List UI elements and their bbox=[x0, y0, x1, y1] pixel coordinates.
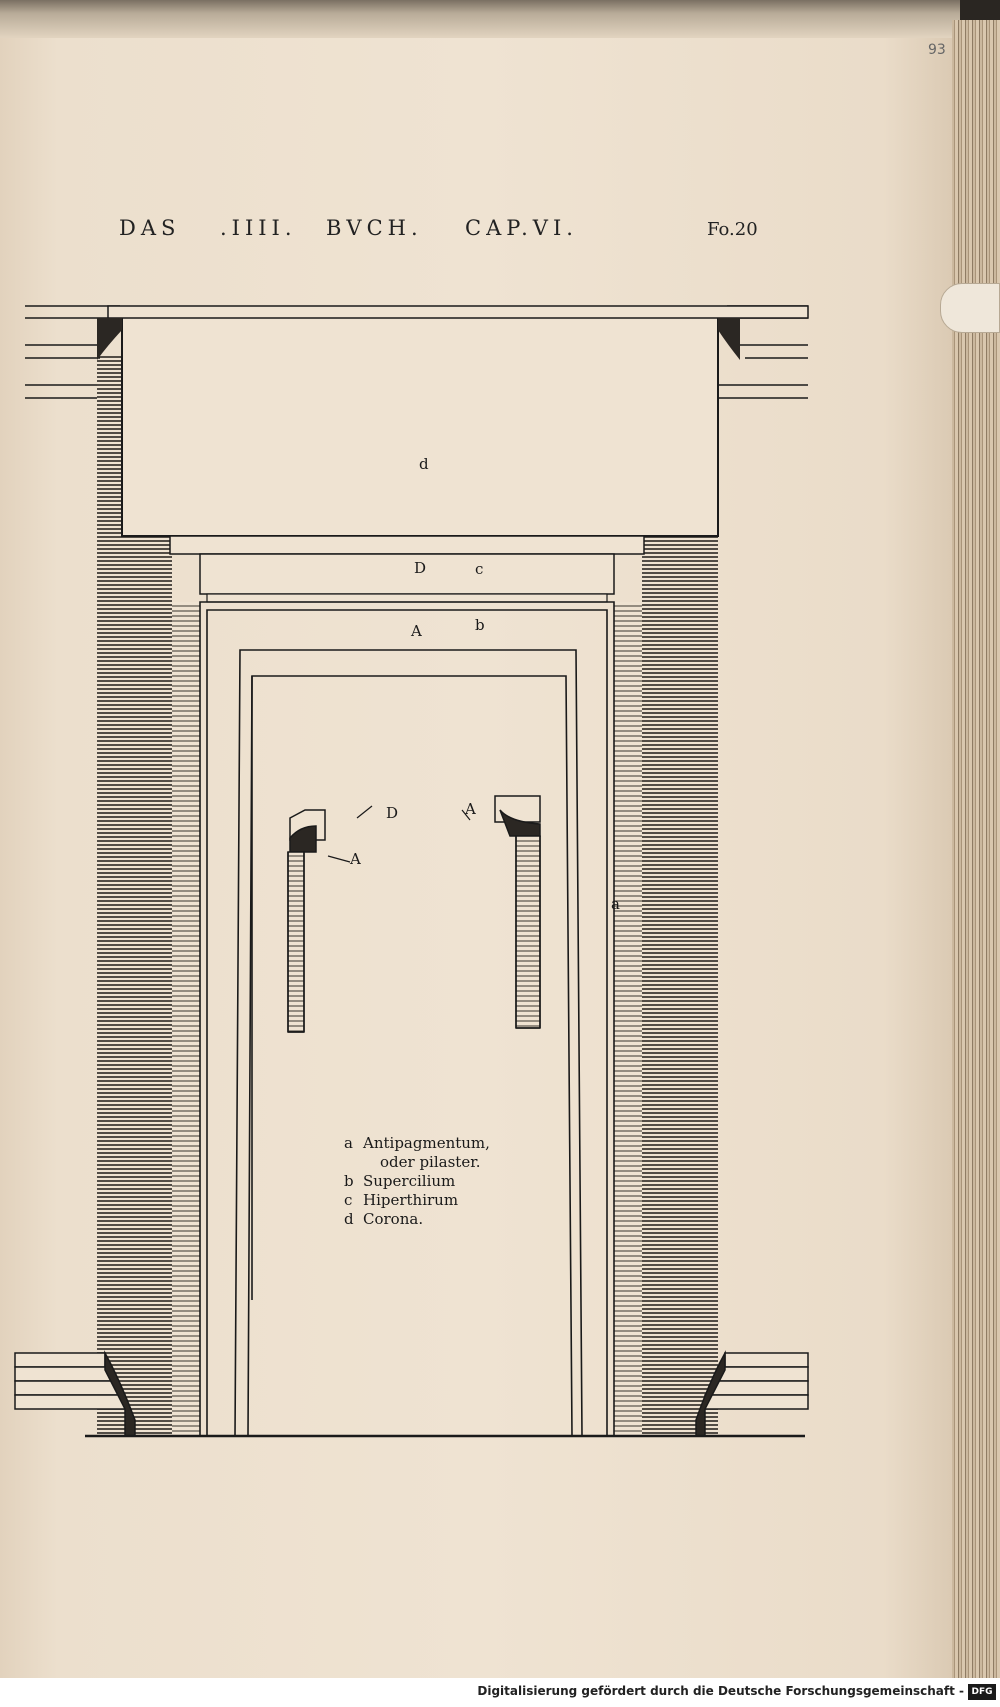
digitization-footer bbox=[0, 1678, 1000, 1707]
legend-row: a Antipagmentum, bbox=[344, 1134, 490, 1152]
door-frames bbox=[200, 602, 614, 1436]
figure-legend bbox=[344, 1134, 490, 1229]
small-right-pilaster bbox=[495, 796, 540, 1028]
dfg-logo: DFG bbox=[968, 1684, 996, 1700]
right-inner-jamb bbox=[614, 602, 642, 1436]
running-head-3: BVCH. bbox=[326, 216, 423, 240]
pencil-page-number: 93 bbox=[928, 42, 946, 58]
label-A-side: A bbox=[350, 850, 361, 868]
cornice-box bbox=[122, 316, 718, 536]
running-head-2: .IIII. bbox=[220, 216, 297, 240]
label-A-small: A bbox=[465, 800, 476, 818]
small-left-pilaster bbox=[288, 810, 325, 1032]
footer-credit: Digitalisierung gefördert durch die Deutsche Forschungsgemeinschaft - bbox=[477, 1684, 964, 1698]
folio-number: Fo.20 bbox=[707, 219, 758, 240]
frieze-band bbox=[170, 536, 644, 554]
legend-row: c Hiperthirum bbox=[344, 1191, 459, 1209]
left-inner-jamb bbox=[172, 602, 200, 1436]
legend-row: oder pilaster. bbox=[380, 1153, 481, 1171]
label-a: a bbox=[611, 895, 620, 913]
cornice-top-band bbox=[108, 306, 808, 318]
label-D-small: D bbox=[386, 804, 399, 822]
label-c: c bbox=[475, 560, 484, 578]
hyperthyrum bbox=[200, 554, 614, 594]
running-head-1: DAS bbox=[119, 216, 181, 240]
legend-row: d Corona. bbox=[344, 1210, 424, 1228]
running-head-4: CAP.VI. bbox=[465, 216, 578, 240]
label-d: d bbox=[419, 455, 429, 473]
legend-row: b Supercilium bbox=[344, 1172, 456, 1190]
label-A-upper: A bbox=[411, 622, 422, 640]
label-D: D bbox=[414, 559, 427, 577]
label-b: b bbox=[475, 616, 485, 634]
